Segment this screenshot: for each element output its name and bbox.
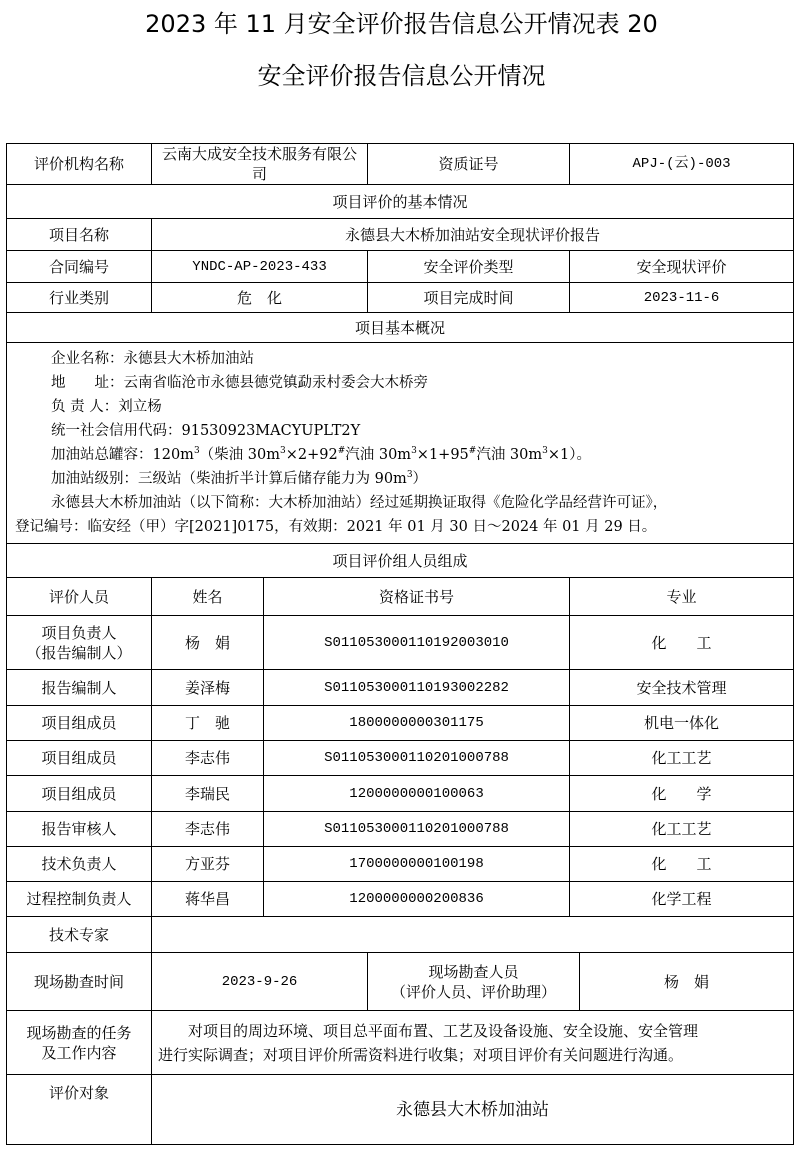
member-cert: 1800000000301175 — [264, 706, 570, 741]
member-major: 化工工艺 — [570, 741, 794, 776]
header-name: 姓名 — [152, 578, 264, 616]
license-line-2: 登记编号：临安经（甲）字[2021]0175，有效期：2021 年 01 月 30 日～2024 年 01 月 29 日。 — [15, 519, 657, 535]
header-cert: 资格证书号 — [264, 578, 570, 616]
member-major: 化学工程 — [570, 882, 794, 917]
credit-code-line: 统一社会信用代码：91530923MACYUPLT2Y — [51, 423, 361, 439]
project-name-value: 永德县大木桥加油站安全现状评价报告 — [152, 219, 794, 251]
project-name-label: 项目名称 — [7, 219, 152, 251]
header-major: 专业 — [570, 578, 794, 616]
member-role: 过程控制负责人 — [7, 882, 152, 917]
member-role: 项目组成员 — [7, 776, 152, 812]
member-cert: 1200000000100063 — [264, 776, 570, 812]
member-major: 化 工 — [570, 616, 794, 670]
eval-target-label: 评价对象 — [7, 1075, 152, 1145]
industry-value: 危 化 — [152, 283, 368, 313]
address-line: 地 址：云南省临沧市永德县德党镇勐汞村委会大木桥旁 — [51, 375, 428, 391]
basic-section-title: 项目评价的基本情况 — [7, 185, 794, 219]
cert-value: APJ-(云)-003 — [570, 144, 794, 185]
team-row — [7, 670, 794, 706]
cert-label: 资质证号 — [368, 144, 570, 185]
member-role: 报告审核人 — [7, 812, 152, 847]
manager-line: 负 责 人：刘立杨 — [51, 399, 162, 415]
overview-body — [7, 343, 794, 544]
member-major: 安全技术管理 — [570, 670, 794, 706]
survey-task-label: 现场勘查的任务 及工作内容 — [7, 1011, 152, 1075]
station-level-line: 加油站级别：三级站（柴油折半计算后储存能力为 $90m^3$） — [51, 470, 428, 487]
member-role: 项目组成员 — [7, 741, 152, 776]
team-row — [7, 847, 794, 882]
member-name: 李志伟 — [152, 812, 264, 847]
document-subtitle: 安全评价报告信息公开情况 — [257, 62, 546, 90]
disclosure-table — [6, 143, 794, 1145]
expert-value — [152, 917, 794, 953]
member-name: 方亚芬 — [152, 847, 264, 882]
member-cert: S011053000110192003010 — [264, 616, 570, 670]
survey-task-content: 对项目的周边环境、项目总平面布置、工艺及设备设施、安全设施、安全管理 进行实际调查；对项目评价所需资料进行收集；对项目评价有关问题进行沟通。 — [152, 1011, 794, 1075]
member-role: 报告编制人 — [7, 670, 152, 706]
member-major: 化 学 — [570, 776, 794, 812]
member-name: 姜泽梅 — [152, 670, 264, 706]
org-row — [7, 144, 794, 185]
team-row — [7, 776, 794, 812]
member-name: 李瑞民 — [152, 776, 264, 812]
member-major: 机电一体化 — [570, 706, 794, 741]
survey-time-value: 2023-9-26 — [152, 953, 368, 1011]
member-role: 项目组成员 — [7, 706, 152, 741]
team-row — [7, 616, 794, 670]
member-major: 化工工艺 — [570, 812, 794, 847]
member-cert: S011053000110201000788 — [264, 741, 570, 776]
expert-label: 技术专家 — [7, 917, 152, 953]
document-title: 2023 年 11 月安全评价报告信息公开情况表 20 — [145, 10, 658, 38]
team-header-row — [7, 578, 794, 616]
tank-capacity-line: 加油站总罐容：$120m^3$（柴油 $30m^3\times 2+92^{\#}$汽油 $30m^3\times 1+95^{\#}$汽油 $30m^3\times 1$）。 — [51, 446, 591, 463]
survey-time-label: 现场勘查时间 — [7, 953, 152, 1011]
member-cert: S011053000110201000788 — [264, 812, 570, 847]
team-row — [7, 882, 794, 917]
company-line: 企业名称：永德县大木桥加油站 — [51, 351, 254, 367]
industry-label: 行业类别 — [7, 283, 152, 313]
member-cert: 1200000000200836 — [264, 882, 570, 917]
team-row — [7, 706, 794, 741]
org-label: 评价机构名称 — [7, 144, 152, 185]
member-role: 技术负责人 — [7, 847, 152, 882]
member-name: 李志伟 — [152, 741, 264, 776]
team-row — [7, 741, 794, 776]
org-value: 云南大成安全技术服务有限公司 — [152, 144, 368, 185]
member-name: 丁 驰 — [152, 706, 264, 741]
member-major: 化 工 — [570, 847, 794, 882]
header-role: 评价人员 — [7, 578, 152, 616]
survey-staff-label: 现场勘查人员 （评价人员、评价助理） — [368, 953, 580, 1011]
eval-type-value: 安全现状评价 — [570, 251, 794, 283]
team-row — [7, 812, 794, 847]
member-cert: 1700000000100198 — [264, 847, 570, 882]
eval-target-value: 永德县大木桥加油站 — [152, 1075, 794, 1145]
team-section-title: 项目评价组人员组成 — [7, 544, 794, 578]
member-name: 蒋华昌 — [152, 882, 264, 917]
license-line-1: 永德县大木桥加油站（以下简称：大木桥加油站）经过延期换证取得《危险化学品经营许可证》， — [51, 495, 668, 511]
member-cert: S011053000110193002282 — [264, 670, 570, 706]
completion-value: 2023-11-6 — [570, 283, 794, 313]
contract-label: 合同编号 — [7, 251, 152, 283]
member-name: 杨 娟 — [152, 616, 264, 670]
contract-value: YNDC-AP-2023-433 — [152, 251, 368, 283]
eval-type-label: 安全评价类型 — [368, 251, 570, 283]
member-role: 项目负责人 （报告编制人） — [7, 616, 152, 670]
survey-staff-value: 杨 娟 — [580, 953, 794, 1011]
completion-label: 项目完成时间 — [368, 283, 570, 313]
overview-section-title: 项目基本概况 — [7, 313, 794, 343]
